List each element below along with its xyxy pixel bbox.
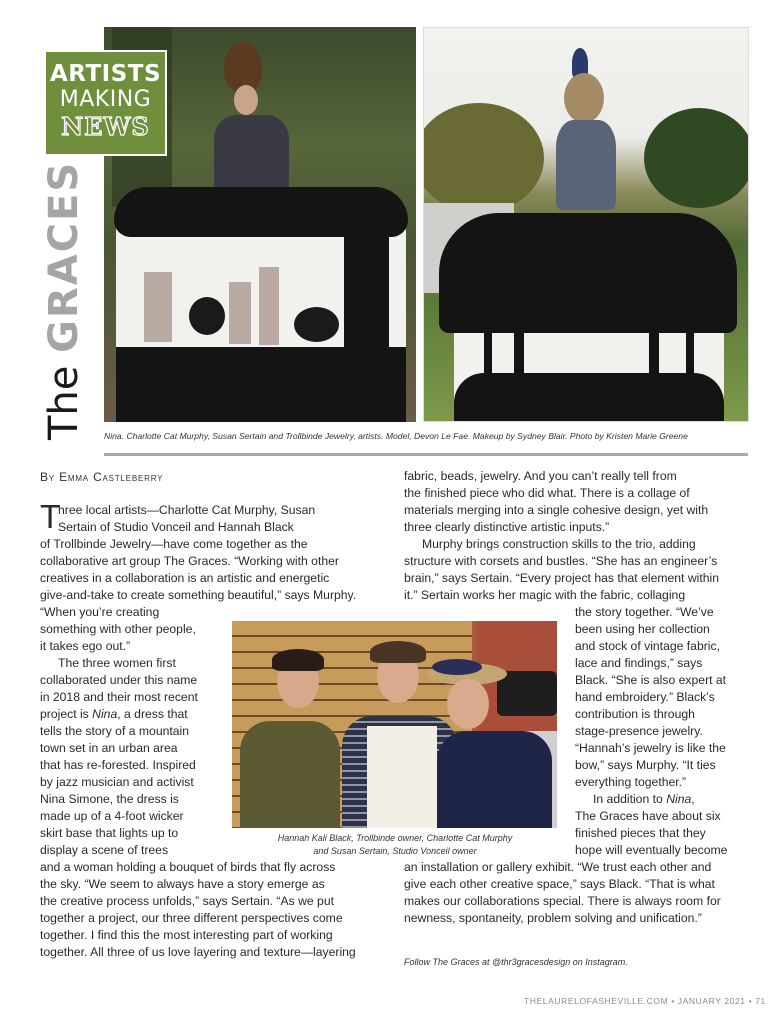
text-line: lace and findings,” says (575, 656, 703, 670)
text-line: hand embroidery.” Black’s (575, 690, 715, 704)
badge-line-news: NEWS (61, 112, 150, 141)
badge-line-making: MAKING (59, 87, 152, 112)
text-line: together a project, our three different perspectives come (40, 911, 343, 925)
text-line: something with other people, (40, 622, 196, 636)
text-line: collaborative art group The Graces. “Working with other (40, 554, 339, 568)
text-line: an installation or gallery exhibit. “We trust each other and (404, 860, 712, 874)
instagram-follow-note: Follow The Graces at @thr3gracesdesign on Instagram. (404, 957, 628, 967)
text-line: the sky. “We seem to always have a story emerge as (40, 877, 325, 891)
text-line: brain,” says Sertain. “Every project has that element within (404, 571, 719, 585)
text-line: newness, spontaneity, problem solving and unification.” (404, 911, 702, 925)
text-line: together. I find this the most interesting part of working (40, 928, 333, 942)
text-line: together. All three of us love layering and texture—layering (40, 945, 356, 959)
text-line: collaborated under this name (40, 673, 198, 687)
text-line: everything together.” (575, 775, 687, 789)
person-hair (272, 649, 324, 671)
text-line: and a woman holding a bouquet of birds that fly across (40, 860, 336, 874)
top-photo-caption: Nina. Charlotte Cat Murphy, Susan Sertain and Trollbinde Jewelry, artists. Model, Devon Le Fae. Makeup by Sydney Blair. Photo by Kristen Marie Greene (104, 431, 688, 441)
title-the: The (41, 365, 87, 440)
navy-top (437, 731, 552, 828)
green-top (240, 721, 340, 828)
text-line: of Trollbinde Jewelry—have come together as the (40, 537, 308, 551)
caption-line: Hannah Kali Black, Trollbinde owner, Charlotte Cat Murphy (277, 833, 513, 843)
text-line: in 2018 and their most recent (40, 690, 198, 704)
text-line: tells the story of a mountain (40, 724, 190, 738)
hat-feathers (432, 659, 482, 675)
text-line: The three women first (58, 656, 176, 670)
text-line: town set in an urban area (40, 741, 178, 755)
text-line: Sertain of Studio Vonceil and Hannah Black (58, 520, 294, 534)
trio-portrait-photo (232, 621, 557, 828)
text-line: contribution is through (575, 707, 695, 721)
text-line: structure with corsets and bustles. “She has an engineer’s (404, 554, 718, 568)
page-footer: THELAURELOFASHEVILLE.COM • JANUARY 2021 • 71 (524, 996, 766, 1006)
text-line: the finished piece who did what. There is a collage of (404, 486, 690, 500)
white-blouse (367, 726, 437, 828)
text-line: by jazz musician and activist (40, 775, 194, 789)
person-face (447, 679, 489, 729)
text-line: it.” Sertain works her magic with the fabric, collaging (404, 588, 686, 602)
text-line: project is Nina, a dress that (40, 707, 188, 721)
column-1 (40, 0, 390, 1024)
badge-line-artists: ARTISTS (49, 61, 162, 87)
text-line: “When you’re creating (40, 605, 160, 619)
text-line: the creative process unfolds,” says Sertain. “As we put (40, 894, 334, 908)
text-line: stage-presence jewelry. (575, 724, 703, 738)
text-line: makes our collaborations special. There is always room for (404, 894, 721, 908)
trio-photo-caption (240, 832, 550, 857)
text-line: give each other creative space,” says Black. “That is what (404, 877, 715, 891)
text-line: fabric, beads, jewelry. And you can’t really tell from (404, 469, 677, 483)
text-line: and stock of vintage fabric, (575, 639, 720, 653)
text-line: the story together. “We’ve (575, 605, 714, 619)
byline: By Emma Castleberry (40, 470, 164, 484)
text-line: hope will eventually become (575, 843, 728, 857)
text-line: creatives in a collaboration is an artistic and energetic (40, 571, 330, 585)
text-line: bow,” says Murphy. “It ties (575, 758, 716, 772)
text-line: Nina Simone, the dress is (40, 792, 179, 806)
person-hair (370, 641, 426, 663)
parked-truck (497, 671, 557, 716)
title-graces: GRACES (41, 160, 87, 353)
text-line: that has re-forested. Inspired (40, 758, 196, 772)
text-line: three clearly distinctive artistic inputs.” (404, 520, 610, 534)
text-line: The Graces have about six (575, 809, 721, 823)
text-line: display a scene of trees (40, 843, 169, 857)
column-2 (404, 0, 764, 1024)
text-line: give-and-take to create something beautiful,” says Murphy. (40, 588, 357, 602)
text-line: finished pieces that they (575, 826, 706, 840)
text-line: skirt base that lights up to (40, 826, 179, 840)
text-line: In addition to Nina, (593, 792, 695, 806)
text-line: “Hannah’s jewelry is like the (575, 741, 726, 755)
text-line: hree local artists—Charlotte Cat Murphy, Susan (58, 503, 316, 517)
text-line: been using her collection (575, 622, 710, 636)
drop-cap: T (40, 498, 61, 535)
caption-line: and Susan Sertain, Studio Vonceil owner (313, 845, 477, 856)
text-line: made up of a 4-foot wicker (40, 809, 184, 823)
text-line: Black. “She is also expert at (575, 673, 727, 687)
text-line: Murphy brings construction skills to the trio, adding (422, 537, 696, 551)
text-line: it takes ego out.” (40, 639, 131, 653)
text-line: materials merging into a single cohesive design, yet with (404, 503, 709, 517)
